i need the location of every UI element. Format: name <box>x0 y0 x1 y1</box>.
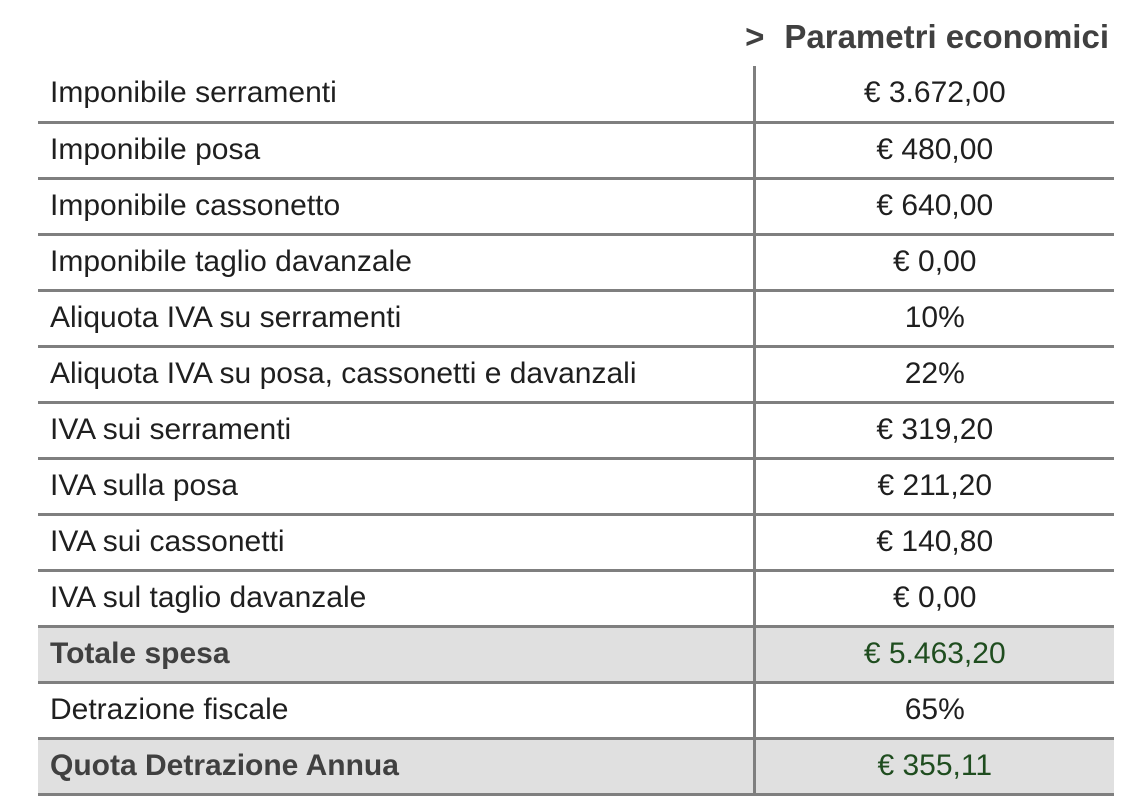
row-label: Aliquota IVA su serramenti <box>38 290 754 346</box>
row-label: Imponibile posa <box>38 122 754 178</box>
row-value: € 0,00 <box>754 234 1114 290</box>
table-row-aliquota-iva-serramenti <box>38 290 1114 346</box>
table-row-quota-detrazione-annua <box>38 738 1114 794</box>
table-row-detrazione-fiscale <box>38 682 1114 738</box>
table-row-imponibile-serramenti <box>38 66 1114 122</box>
row-label: Quota Detrazione Annua <box>38 738 754 794</box>
row-label: IVA sui serramenti <box>38 402 754 458</box>
row-value: € 640,00 <box>754 178 1114 234</box>
row-label: IVA sulla posa <box>38 458 754 514</box>
row-value: € 5.463,20 <box>754 626 1114 682</box>
economic-parameters-table-container <box>38 66 1114 796</box>
table-row-totale-spesa <box>38 626 1114 682</box>
table-row-iva-cassonetti <box>38 514 1114 570</box>
row-label: Aliquota IVA su posa, cassonetti e davanzali <box>38 346 754 402</box>
section-title: Parametri economici <box>784 18 1109 55</box>
table-row-iva-taglio-davanzale <box>38 570 1114 626</box>
table-row-iva-posa <box>38 458 1114 514</box>
row-label: IVA sui cassonetti <box>38 514 754 570</box>
row-value: € 355,11 <box>754 738 1114 794</box>
chevron-right-icon: > <box>745 18 765 55</box>
table-row-aliquota-iva-posa <box>38 346 1114 402</box>
section-header <box>745 14 1109 60</box>
economic-parameters-table <box>38 66 1114 796</box>
row-label: Imponibile serramenti <box>38 66 754 122</box>
row-value: 65% <box>754 682 1114 738</box>
row-label: Totale spesa <box>38 626 754 682</box>
row-value: € 0,00 <box>754 570 1114 626</box>
table-row-imponibile-cassonetto <box>38 178 1114 234</box>
row-value: € 3.672,00 <box>754 66 1114 122</box>
row-label: Detrazione fiscale <box>38 682 754 738</box>
row-label: Imponibile taglio davanzale <box>38 234 754 290</box>
table-row-imponibile-taglio-davanzale <box>38 234 1114 290</box>
row-value: € 319,20 <box>754 402 1114 458</box>
row-value: 22% <box>754 346 1114 402</box>
table-row-iva-serramenti <box>38 402 1114 458</box>
row-value: € 140,80 <box>754 514 1114 570</box>
row-label: IVA sul taglio davanzale <box>38 570 754 626</box>
row-value: € 480,00 <box>754 122 1114 178</box>
row-value: 10% <box>754 290 1114 346</box>
row-label: Imponibile cassonetto <box>38 178 754 234</box>
table-row-imponibile-posa <box>38 122 1114 178</box>
row-value: € 211,20 <box>754 458 1114 514</box>
